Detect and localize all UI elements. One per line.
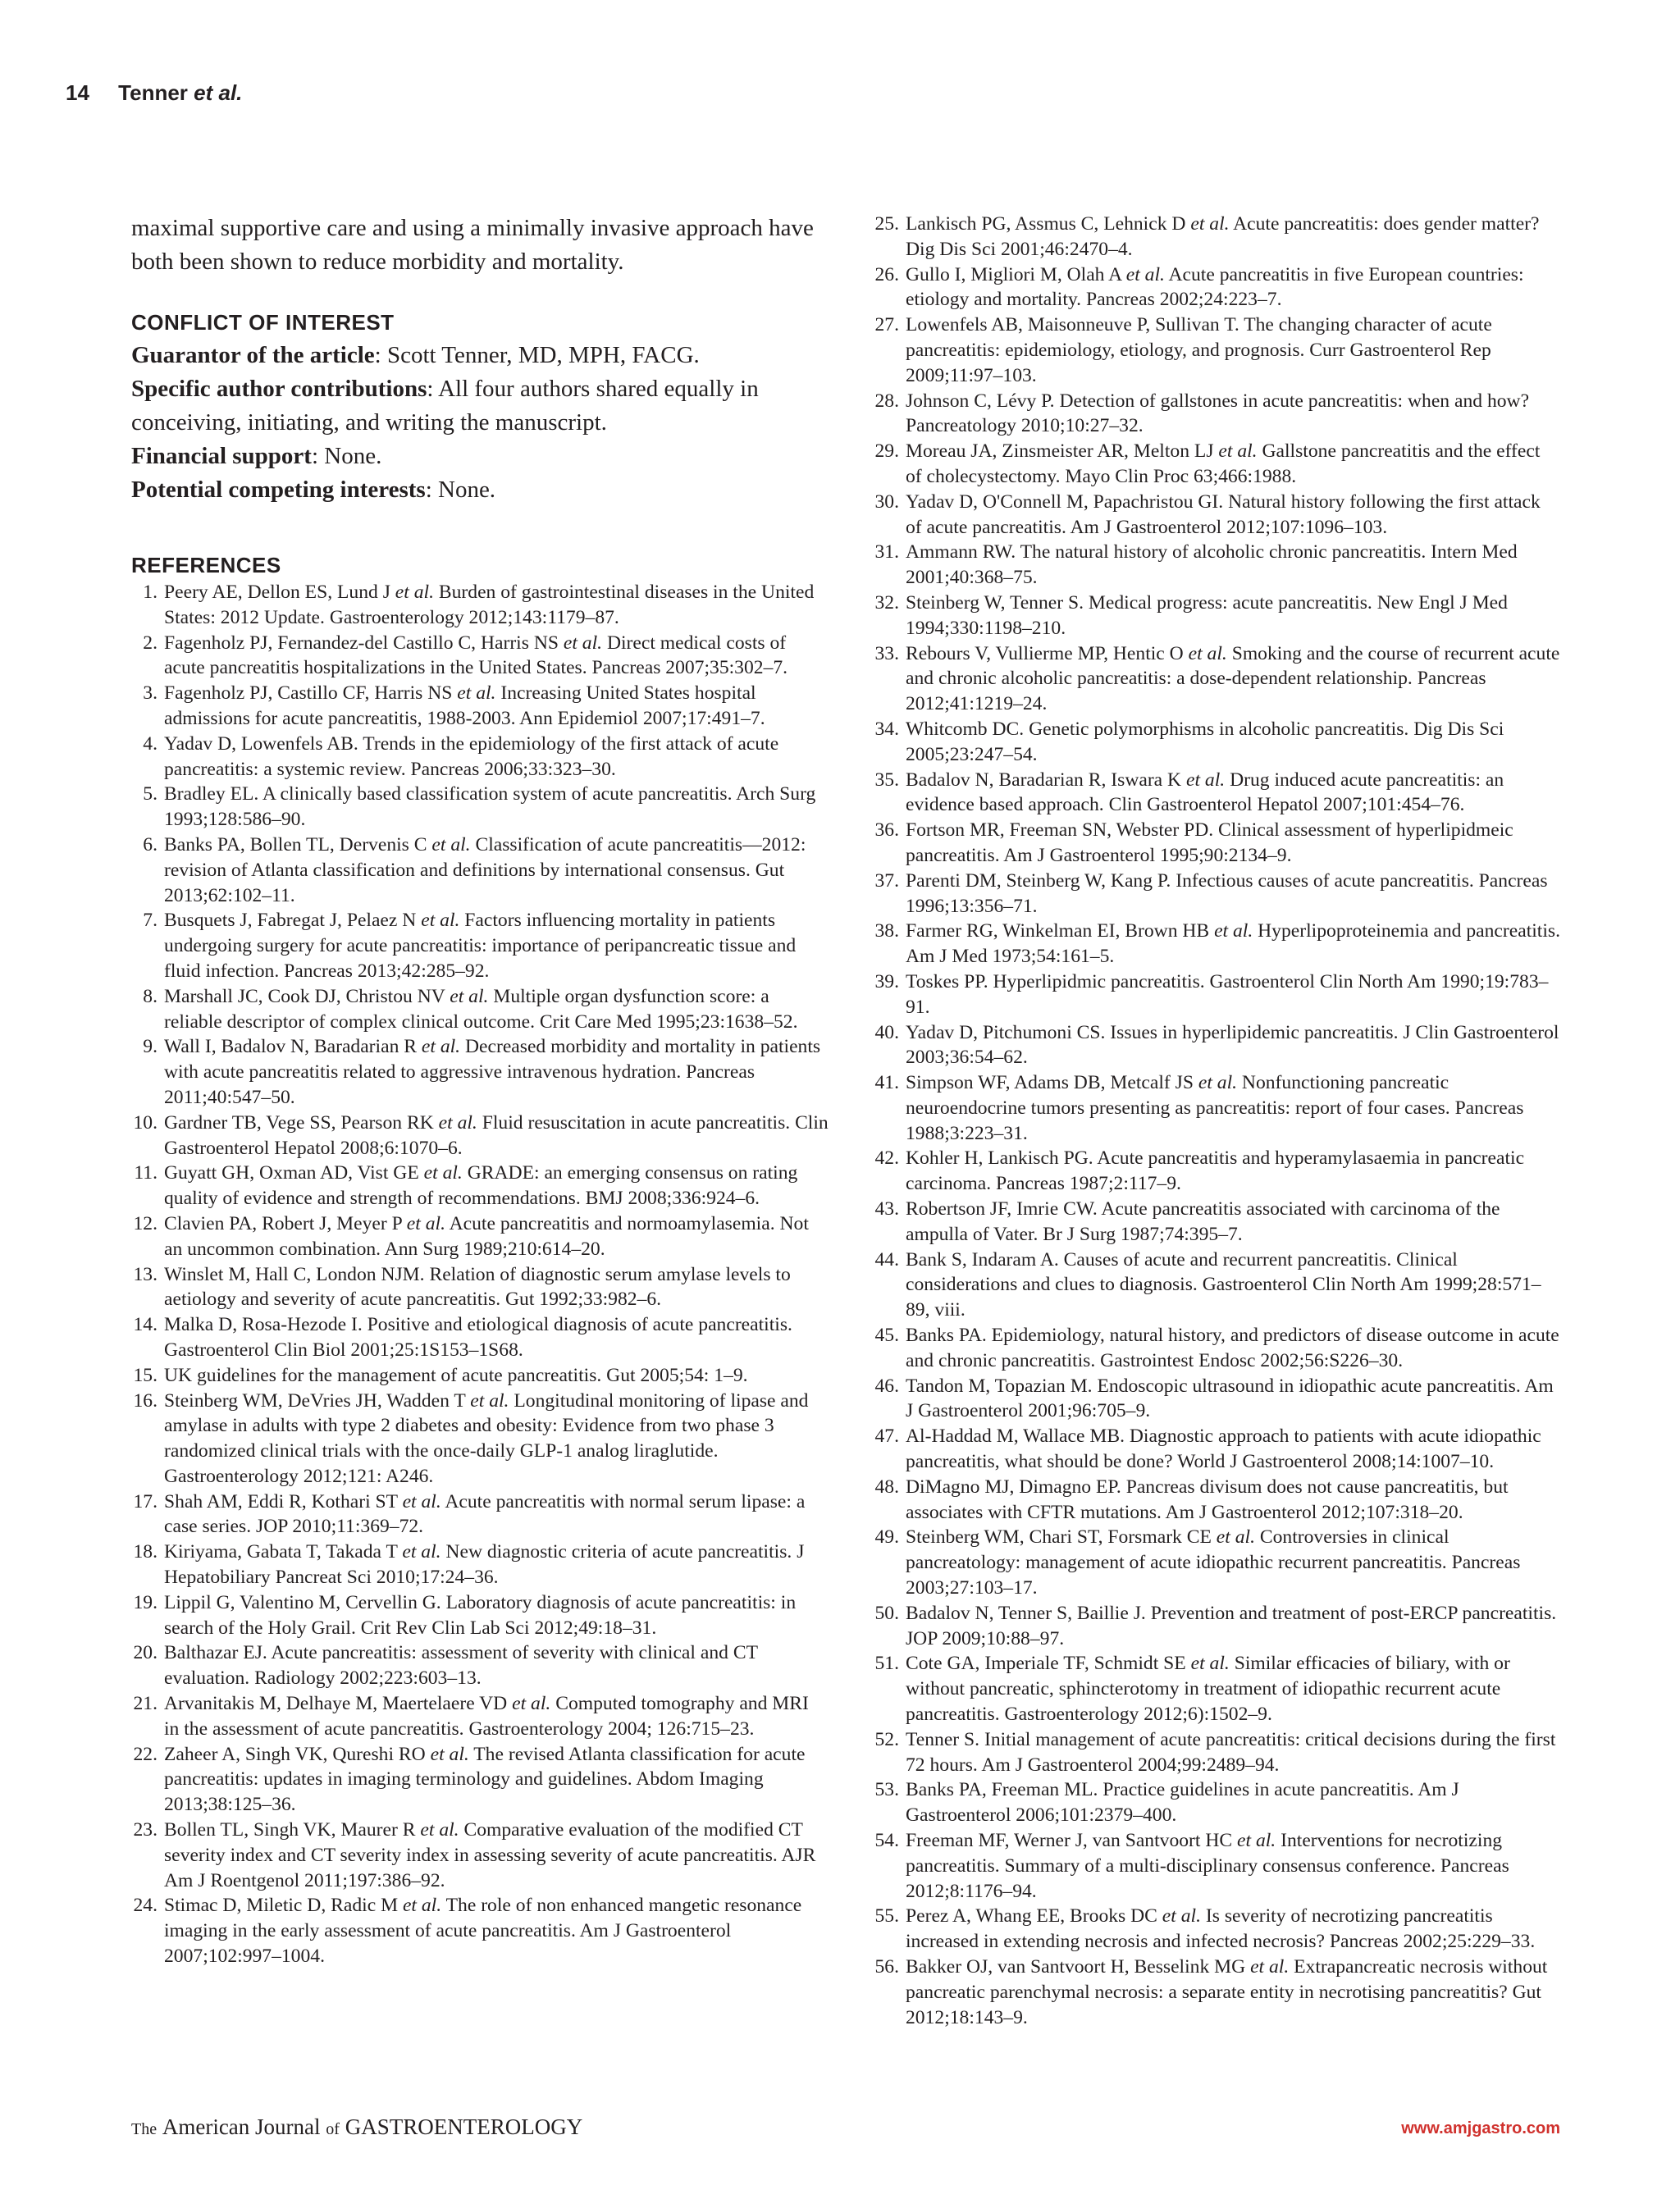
reference-text: UK guidelines for the management of acute pancreatitis. Gut 2005;54: 1–9.: [164, 1364, 748, 1386]
reference-text: Bollen TL, Singh VK, Maurer R: [164, 1819, 421, 1841]
reference-item: [131, 732, 829, 782]
reference-text: Arvanitakis M, Delhaye M, Maertelaere VD: [164, 1693, 513, 1715]
reference-item: [131, 1893, 829, 1968]
reference-number: 35.: [874, 769, 899, 791]
reference-number: 19.: [133, 1591, 158, 1613]
reference-item: [871, 1374, 1560, 1425]
reference-etal: et al.: [450, 985, 489, 1007]
contributions-value: : All four authors shared equally in conceiving, initiating, and writing the manuscript.: [131, 376, 759, 436]
reference-number: 29.: [874, 440, 899, 463]
references-heading: REFERENCES: [131, 553, 281, 577]
reference-text-rest: Nonfunctioning pancreatic neuroendocrine tumors presenting as pancreatitis: report of four cases. Pancreas 1988;3:223–31.: [906, 1072, 1524, 1144]
conflict-section: [131, 339, 829, 507]
reference-text: Fagenholz PJ, Fernandez-del Castillo C, Harris NS: [164, 632, 564, 654]
journal-the: The: [131, 2120, 158, 2138]
left-column: [131, 212, 829, 1969]
competing-interests-line: [131, 473, 829, 507]
reference-item: [871, 919, 1560, 969]
reference-number: 37.: [874, 869, 899, 892]
reference-etal: et al.: [423, 1162, 463, 1184]
reference-item: [871, 389, 1560, 440]
reference-text: Peery AE, Dellon ES, Lund J: [164, 582, 395, 603]
reference-text-rest: Smoking and the course of recurrent acute and chronic alcoholic pancreatitis: a dose-dependent relationship. Pancreas 2012;41:1219–24.: [906, 642, 1560, 715]
reference-item: [871, 969, 1560, 1020]
reference-item: [871, 1828, 1560, 1904]
reference-number: 18.: [133, 1541, 158, 1563]
reference-item: [871, 768, 1560, 819]
reference-number: 50.: [874, 1602, 899, 1624]
reference-text: Yadav D, Pitchumoni CS. Issues in hyperlipidemic pancreatitis. J Clin Gastroenterol 2003;36:54–62.: [906, 1021, 1559, 1069]
reference-etal: et al.: [1125, 263, 1165, 285]
reference-number: 33.: [874, 642, 899, 664]
reference-number: 28.: [874, 390, 899, 412]
intro-paragraph: maximal supportive care and using a minimally invasive approach have both been shown to reduce morbidity and mortality.: [131, 215, 814, 275]
reference-number: 10.: [133, 1111, 158, 1134]
reference-item: [131, 1211, 829, 1262]
reference-text-rest: Drug induced acute pancreatitis: an evidence based approach. Clin Gastroenterol Hepatol 2007;101:454–76.: [906, 769, 1504, 816]
reference-etal: et al.: [1237, 1830, 1276, 1851]
reference-item: [131, 1540, 829, 1590]
financial-support-line: [131, 440, 829, 473]
reference-text-rest: Factors influencing mortality in patients undergoing surgery for acute pancreatitis: importance of peripancreatic tissue and fluid infection. Pancreas 2013;42:285–92.: [164, 910, 797, 982]
reference-item: [871, 1475, 1560, 1526]
right-column: [871, 212, 1560, 2030]
reference-number: 6.: [143, 833, 158, 855]
reference-text-rest: The role of non enhanced mangetic resonance imaging in the early assessment of acute pancreatitis. Am J Gastroenterol 2007;102:997–1004.: [164, 1895, 802, 1968]
reference-item: [131, 1742, 829, 1818]
reference-text: Winslet M, Hall C, London NJM. Relation of diagnostic serum amylase levels to aetiology and severity of acute pancreatitis. Gut 1992;33:982–6.: [164, 1263, 791, 1311]
reference-etal: et al.: [421, 910, 460, 932]
reference-text: Bakker OJ, van Santvoort H, Besselink MG: [906, 1955, 1251, 1978]
reference-item: [131, 580, 829, 631]
reference-text: Gullo I, Migliori M, Olah A: [906, 263, 1126, 285]
reference-item: [131, 1590, 829, 1641]
reference-item: [871, 1197, 1560, 1248]
reference-number: 53.: [874, 1779, 899, 1801]
reference-item: [871, 540, 1560, 591]
reference-number: 20.: [133, 1642, 158, 1664]
reference-text-rest: Longitudinal monitoring of lipase and amylase in adults with type 2 diabetes and obesity: Evidence from two phase 3 randomized clinical trials with the once-daily GLP-1 analog liraglutide. Gastroenterology 2012;121: A246.: [164, 1389, 809, 1487]
reference-text: Ammann RW. The natural history of alcoholic chronic pancreatitis. Intern Med 2001;40:368–75.: [906, 541, 1518, 589]
reference-etal: et al.: [421, 1036, 461, 1058]
reference-text: DiMagno MJ, Dimagno EP. Pancreas divisum does not cause pancreatitis, but associates with CFTR mutations. Am J Gastroenterol 2012;107:318–20.: [906, 1476, 1509, 1523]
reference-text: Balthazar EJ. Acute pancreatitis: assessment of severity with clinical and CT evaluation. Radiology 2002;223:603–13.: [164, 1642, 758, 1690]
reference-item: [131, 1161, 829, 1211]
reference-etal: et al.: [431, 833, 471, 855]
reference-text-rest: Interventions for necrotizing pancreatitis. Summary of a multi-disciplinary consensus conference. Pancreas 2012;8:1176–94.: [906, 1830, 1509, 1902]
reference-number: 44.: [874, 1248, 899, 1271]
reference-text: Steinberg WM, Chari ST, Forsmark CE: [906, 1526, 1217, 1549]
reference-number: 2.: [143, 632, 158, 654]
reference-item: [871, 1020, 1560, 1071]
reference-item: [131, 1262, 829, 1313]
reference-text: Toskes PP. Hyperlipidmic pancreatitis. Gastroenterol Clin North Am 1990;19:783–91.: [906, 970, 1549, 1018]
reference-text-rest: Fluid resuscitation in acute pancreatitis. Clin Gastroenterol Hepatol 2008;6:1070–6.: [164, 1111, 829, 1159]
reference-text: Al-Haddad M, Wallace MB. Diagnostic approach to patients with acute idiopathic pancreatitis, what should be done? World J Gastroenterol 2008;14:1007–10.: [906, 1426, 1541, 1473]
reference-number: 13.: [133, 1263, 158, 1285]
reference-etal: et al.: [402, 1541, 441, 1563]
reference-number: 48.: [874, 1476, 899, 1498]
reference-text-rest: Acute pancreatitis in five European countries: etiology and mortality. Pancreas 2002;24:223–7.: [906, 263, 1524, 311]
reference-text: Tenner S. Initial management of acute pancreatitis: critical decisions during the first 72 hours. Am J Gastroenterol 2004;99:2489–94.: [906, 1728, 1556, 1776]
reference-item: [871, 262, 1560, 313]
reference-text: Steinberg W, Tenner S. Medical progress: acute pancreatitis. New Engl J Med 1994;330:1198–210.: [906, 591, 1508, 639]
reference-text-rest: Decreased morbidity and mortality in patients with acute pancreatitis related to aggressive intravenous hydration. Pancreas 2011;40:547–50.: [164, 1036, 821, 1108]
reference-text: Lippil G, Valentino M, Cervellin G. Laboratory diagnosis of acute pancreatitis: in search of the Holy Grail. Crit Rev Clin Lab Sci 2012;49:18–31.: [164, 1591, 797, 1639]
reference-item: [871, 869, 1560, 919]
reference-item: [871, 1525, 1560, 1600]
reference-number: 49.: [874, 1526, 899, 1549]
reference-number: 41.: [874, 1072, 899, 1094]
reference-number: 24.: [133, 1895, 158, 1917]
reference-number: 39.: [874, 970, 899, 992]
reference-number: 34.: [874, 718, 899, 740]
reference-item: [131, 1640, 829, 1691]
reference-text: Johnson C, Lévy P. Detection of gallstones in acute pancreatitis: when and how? Pancreatology 2010;10:27–32.: [906, 390, 1530, 437]
reference-text: Banks PA. Epidemiology, natural history, and predictors of disease outcome in acute and chronic pancreatitis. Gastrointest Endosc 2002;56:S226–30.: [906, 1325, 1559, 1371]
reference-item: [131, 782, 829, 833]
running-header: [66, 80, 242, 106]
reference-item: [871, 1424, 1560, 1475]
reference-number: 11.: [134, 1162, 158, 1184]
reference-number: 23.: [133, 1819, 158, 1841]
reference-text: Perez A, Whang EE, Brooks DC: [906, 1905, 1162, 1927]
reference-number: 16.: [133, 1389, 158, 1412]
reference-number: 12.: [133, 1212, 158, 1234]
reference-number: 27.: [874, 314, 899, 336]
reference-text: Zaheer A, Singh VK, Qureshi RO: [164, 1743, 431, 1765]
reference-text: Wall I, Badalov N, Baradarian R: [164, 1036, 422, 1058]
reference-text-rest: New diagnostic criteria of acute pancreatitis. J Hepatobiliary Pancreat Sci 2010;17:24–36.: [164, 1541, 805, 1589]
reference-item: [131, 1691, 829, 1742]
reference-text-rest: Acute pancreatitis with normal serum lipase: a case series. JOP 2010;11:369–72.: [164, 1490, 806, 1538]
reference-text-rest: Computed tomography and MRI in the assessment of acute pancreatitis. Gastroenterology 2004; 126:715–23.: [164, 1693, 809, 1740]
reference-number: 51.: [874, 1653, 899, 1675]
reference-number: 45.: [874, 1325, 899, 1347]
reference-etal: et al.: [1218, 440, 1258, 463]
reference-text-rest: Increasing United States hospital admissions for acute pancreatitis, 1988-2003. Ann Epidemiol 2007;17:491–7.: [164, 682, 765, 729]
contributions-label: Specific author contributions: [131, 376, 427, 402]
reference-etal: et al.: [1190, 1653, 1230, 1675]
reference-item: [131, 1363, 829, 1389]
reference-item: [871, 1070, 1560, 1146]
reference-number: 14.: [133, 1314, 158, 1336]
reference-etal: et al.: [1250, 1955, 1290, 1978]
reference-number: 7.: [143, 910, 158, 932]
reference-number: 5.: [143, 783, 158, 805]
reference-item: [131, 1111, 829, 1161]
reference-item: [871, 312, 1560, 388]
reference-text: Stimac D, Miletic D, Radic M: [164, 1895, 403, 1917]
reference-text-rest: Multiple organ dysfunction score: a reliable descriptor of complex clinical outcome. Crit Care Med 1995;23:1638–52.: [164, 985, 798, 1033]
reference-etal: et al.: [402, 1895, 442, 1917]
reference-text: Badalov N, Baradarian R, Iswara K: [906, 769, 1186, 791]
reference-item: [871, 717, 1560, 768]
reference-number: 9.: [143, 1036, 158, 1058]
reference-number: 22.: [133, 1743, 158, 1765]
reference-text: Shah AM, Eddi R, Kothari ST: [164, 1490, 403, 1512]
reference-text-rest: Comparative evaluation of the modified CT severity index and CT severity index in assessing severity of acute pancreatitis. AJR Am J Roentgenol 2011;197:386–92.: [164, 1819, 816, 1891]
reference-number: 43.: [874, 1198, 899, 1220]
reference-item: [131, 1312, 829, 1363]
reference-number: 30.: [874, 490, 899, 513]
reference-number: 36.: [874, 819, 899, 842]
reference-number: 21.: [133, 1693, 158, 1715]
header-authors: Tenner: [118, 80, 188, 105]
reference-etal: et al.: [438, 1111, 477, 1134]
reference-text: Yadav D, O'Connell M, Papachristou GI. Natural history following the first attack of acute pancreatitis. Am J Gastroenterol 2012;107:1096–103.: [906, 490, 1541, 538]
reference-number: 55.: [874, 1905, 899, 1927]
reference-text: Simpson WF, Adams DB, Metcalf JS: [906, 1072, 1198, 1094]
reference-text: Robertson JF, Imrie CW. Acute pancreatitis associated with carcinoma of the ampulla of Vater. Br J Surg 1987;74:395–7.: [906, 1198, 1500, 1245]
reference-number: 47.: [874, 1426, 899, 1448]
reference-text: Steinberg WM, DeVries JH, Wadden T: [164, 1389, 471, 1412]
reference-text: Gardner TB, Vege SS, Pearson RK: [164, 1111, 439, 1134]
reference-text-rest: Similar efficacies of biliary, with or without pancreatic, sphincterotomy in treatment of idiopathic recurrent acute pancreatitis. Gastroenterology 2012;6):1502–9.: [906, 1653, 1510, 1726]
reference-text: Moreau JA, Zinsmeister AR, Melton LJ: [906, 440, 1219, 463]
reference-text-rest: Acute pancreatitis: does gender matter? Dig Dis Sci 2001;46:2470–4.: [906, 213, 1540, 260]
reference-item: [871, 818, 1560, 869]
reference-etal: et al.: [512, 1693, 551, 1715]
journal-field: GASTROENTEROLOGY: [345, 2114, 583, 2139]
reference-item: [871, 1904, 1560, 1955]
reference-text-rest: The revised Atlanta classification for acute pancreatitis: updates in imaging terminology and guidelines. Abdom Imaging 2013;38:125–36.: [164, 1743, 806, 1816]
reference-text-rest: GRADE: an emerging consensus on rating quality of evidence and strength of recommendations. BMJ 2008;336:924–6.: [164, 1162, 798, 1210]
reference-text-rest: Is severity of necrotizing pancreatitis increased in extending necrosis and infected necrosis? Pancreas 2002;25:229–33.: [906, 1905, 1536, 1953]
reference-number: 38.: [874, 920, 899, 942]
reference-etal: et al.: [1162, 1905, 1201, 1927]
reference-text: Lankisch PG, Assmus C, Lehnick D: [906, 213, 1191, 235]
reference-text: Malka D, Rosa-Hezode I. Positive and etiological diagnosis of acute pancreatitis. Gastroenterol Clin Biol 2001;25:1S153–1S68.: [164, 1314, 792, 1361]
reference-item: [131, 908, 829, 983]
reference-text-rest: Gallstone pancreatitis and the effect of cholecystectomy. Mayo Clin Proc 63;466:1988.: [906, 440, 1541, 487]
reference-etal: et al.: [1186, 769, 1226, 791]
reference-item: [871, 1601, 1560, 1652]
conflict-heading: CONFLICT OF INTEREST: [131, 310, 395, 335]
reference-text: Whitcomb DC. Genetic polymorphisms in alcoholic pancreatitis. Dig Dis Sci 2005;23:247–54.: [906, 718, 1504, 765]
reference-list-left: [131, 580, 829, 1969]
page-number: 14: [66, 80, 89, 105]
reference-text-rest: Hyperlipoproteinemia and pancreatitis. Am J Med 1973;54:161–5.: [906, 920, 1560, 968]
reference-item: [131, 631, 829, 682]
reference-etal: et al.: [402, 1490, 441, 1512]
reference-text-rest: Extrapancreatic necrosis without pancreatic parenchymal necrosis: a separate entity in necrotising pancreatitis? Gut 2012;18:143–9.: [906, 1955, 1548, 2028]
journal-name: American Journal: [162, 2114, 321, 2139]
reference-item: [871, 1146, 1560, 1197]
reference-text: Bradley EL. A clinically based classification system of acute pancreatitis. Arch Surg 1993;128:586–90.: [164, 783, 816, 831]
guarantor-label: Guarantor of the article: [131, 342, 375, 368]
reference-number: 4.: [143, 732, 158, 755]
reference-item: [131, 1818, 829, 1893]
reference-text: Banks PA, Freeman ML. Practice guidelines in acute pancreatitis. Am J Gastroenterol 2006;101:2379–400.: [906, 1779, 1459, 1827]
guarantor-line: [131, 339, 829, 372]
reference-etal: et al.: [470, 1389, 509, 1412]
reference-number: 31.: [874, 541, 899, 563]
reference-item: [871, 591, 1560, 641]
reference-item: [871, 1248, 1560, 1323]
header-etal: et al.: [194, 80, 243, 105]
reference-text: Kohler H, Lankisch PG. Acute pancreatitis and hyperamylasaemia in pancreatic carcinoma. Pancreas 1987;2:117–9.: [906, 1147, 1525, 1195]
reference-text: Marshall JC, Cook DJ, Christou NV: [164, 985, 450, 1007]
reference-item: [871, 1651, 1560, 1727]
reference-item: [871, 1955, 1560, 2030]
reference-text: Yadav D, Lowenfels AB. Trends in the epidemiology of the first attack of acute pancreatitis: a systemic review. Pancreas 2006;33:323–30.: [164, 732, 779, 780]
reference-number: 54.: [874, 1830, 899, 1851]
reference-text: Freeman MF, Werner J, van Santvoort HC: [906, 1830, 1238, 1851]
reference-text-rest: Burden of gastrointestinal diseases in the United States: 2012 Update. Gastroenterology 2012;143:1179–87.: [164, 582, 815, 628]
reference-etal: et al.: [1216, 1526, 1255, 1549]
reference-etal: et al.: [1190, 213, 1230, 235]
financial-support-value: : None.: [311, 443, 382, 469]
guarantor-value: : Scott Tenner, MD, MPH, FACG.: [374, 342, 700, 368]
reference-text-rest: Classification of acute pancreatitis—2012: revision of Atlanta classification and definitions by international consensus. Gut 2013;62:102–11.: [164, 833, 806, 906]
contributions-line: [131, 372, 829, 440]
reference-text-rest: Direct medical costs of acute pancreatitis hospitalizations in the United States. Pancreas 2007;35:302–7.: [164, 632, 788, 679]
reference-item: [131, 984, 829, 1035]
reference-number: 32.: [874, 591, 899, 614]
reference-number: 40.: [874, 1021, 899, 1043]
reference-item: [871, 1777, 1560, 1828]
reference-list-right: [871, 212, 1560, 2030]
reference-text: Rebours V, Vullierme MP, Hentic O: [906, 642, 1189, 664]
reference-number: 3.: [143, 682, 158, 705]
reference-text: Badalov N, Tenner S, Baillie J. Prevention and treatment of post-ERCP pancreatitis. JOP 2009;10:88–97.: [906, 1602, 1557, 1649]
competing-interests-label: Potential competing interests: [131, 477, 426, 503]
reference-etal: et al.: [1214, 920, 1253, 942]
journal-website[interactable]: www.amjgastro.com: [1401, 2119, 1560, 2137]
reference-text: Fortson MR, Freeman SN, Webster PD. Clinical assessment of hyperlipidmeic pancreatitis. Am J Gastroenterol 1995;90:2134–9.: [906, 819, 1513, 866]
journal-footer: [131, 2114, 582, 2140]
reference-number: 25.: [874, 213, 899, 235]
reference-etal: et al.: [1198, 1072, 1238, 1094]
reference-number: 26.: [874, 263, 899, 285]
reference-item: [871, 641, 1560, 717]
reference-number: 17.: [133, 1490, 158, 1512]
reference-text-rest: Controversies in clinical pancreatology: management of acute idiopathic recurrent pancreatitis. Pancreas 2003;27:103–17.: [906, 1526, 1521, 1599]
reference-text: Clavien PA, Robert J, Meyer P: [164, 1212, 407, 1234]
reference-number: 52.: [874, 1728, 899, 1750]
reference-item: [131, 833, 829, 908]
reference-text: Cote GA, Imperiale TF, Schmidt SE: [906, 1653, 1191, 1675]
reference-text: Bank S, Indaram A. Causes of acute and recurrent pancreatitis. Clinical considerations and clues to diagnosis. Gastroenterol Clin North Am 1999;28:571–89, viii.: [906, 1248, 1541, 1321]
reference-item: [871, 212, 1560, 262]
financial-support-label: Financial support: [131, 443, 312, 469]
reference-etal: et al.: [430, 1743, 469, 1765]
reference-item: [871, 490, 1560, 541]
reference-etal: et al.: [457, 682, 496, 705]
reference-text: Farmer RG, Winkelman EI, Brown HB: [906, 920, 1215, 942]
reference-text: Fagenholz PJ, Castillo CF, Harris NS: [164, 682, 458, 705]
reference-etal: et al.: [406, 1212, 445, 1234]
reference-text: Lowenfels AB, Maisonneuve P, Sullivan T. The changing character of acute pancreatitis: epidemiology, etiology, and prognosis. Curr Gastroenterol Rep 2009;11:97–103.: [906, 314, 1492, 386]
reference-text: Parenti DM, Steinberg W, Kang P. Infectious causes of acute pancreatitis. Pancreas 1996;13:356–71.: [906, 869, 1548, 917]
reference-item: [131, 1389, 829, 1489]
reference-item: [871, 1323, 1560, 1374]
reference-text: Kiriyama, Gabata T, Takada T: [164, 1541, 403, 1563]
reference-number: 46.: [874, 1375, 899, 1397]
reference-number: 42.: [874, 1147, 899, 1170]
reference-item: [871, 1727, 1560, 1778]
reference-item: [131, 681, 829, 732]
reference-etal: et al.: [563, 632, 603, 654]
reference-number: 1.: [143, 582, 158, 603]
reference-etal: et al.: [1188, 642, 1227, 664]
reference-text: Busquets J, Fabregat J, Pelaez N: [164, 910, 422, 932]
reference-item: [871, 439, 1560, 490]
reference-number: 15.: [133, 1364, 158, 1386]
reference-text: Guyatt GH, Oxman AD, Vist GE: [164, 1162, 424, 1184]
competing-interests-value: : None.: [425, 477, 496, 503]
reference-etal: et al.: [420, 1819, 459, 1841]
reference-text-rest: Acute pancreatitis and normoamylasemia. Not an uncommon combination. Ann Surg 1989;210:614–20.: [164, 1212, 809, 1260]
reference-text: Banks PA, Bollen TL, Dervenis C: [164, 833, 432, 855]
reference-item: [131, 1489, 829, 1540]
reference-number: 8.: [143, 985, 158, 1007]
reference-text: Tandon M, Topazian M. Endoscopic ultrasound in idiopathic acute pancreatitis. Am J Gastroenterol 2001;96:705–9.: [906, 1375, 1554, 1422]
reference-item: [131, 1034, 829, 1110]
reference-etal: et al.: [395, 582, 434, 603]
reference-number: 56.: [874, 1955, 899, 1978]
journal-of: of: [326, 2120, 340, 2138]
